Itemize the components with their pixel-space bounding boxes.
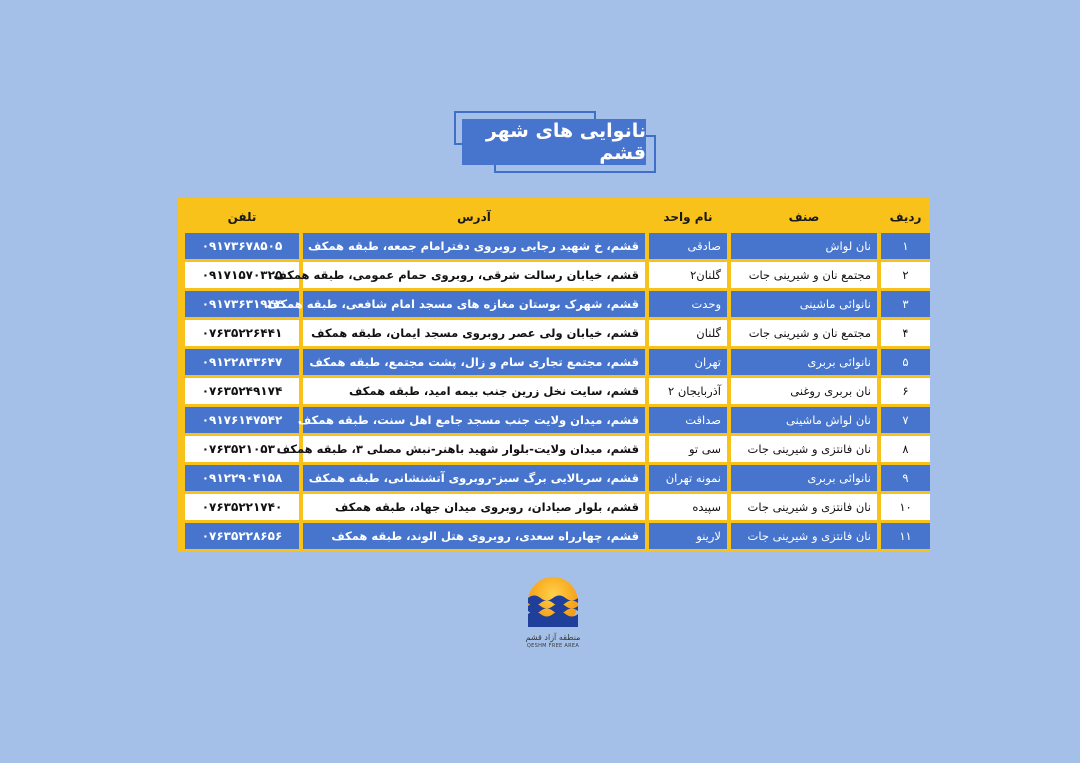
- cell-unit-name: سی تو: [649, 436, 727, 462]
- cell-type: نانوائی بربری: [731, 465, 877, 491]
- table-row: [185, 378, 930, 404]
- cell-address: قشم، میدان ولایت جنب مسجد جامع اهل سنت، طبقه همکف: [303, 407, 645, 433]
- table-row: [185, 349, 930, 375]
- cell-phone: ۰۹۱۷۶۱۴۷۵۴۲: [185, 407, 299, 433]
- cell-phone: ۰۹۱۷۳۶۳۱۹۴۴: [185, 291, 299, 317]
- cell-type: نانوائی بربری: [731, 349, 877, 375]
- cell-num: ۷: [881, 407, 930, 433]
- cell-phone: ۰۹۱۷۱۵۷۰۳۲۵: [185, 262, 299, 288]
- cell-address: قشم، سربالایی برگ سبز-روبروی آتشنشانی، طبقه همکف: [303, 465, 645, 491]
- cell-num: ۹: [881, 465, 930, 491]
- cell-num: ۴: [881, 320, 930, 346]
- table-row: [185, 465, 930, 491]
- cell-type: نانوائی ماشینی: [731, 291, 877, 317]
- cell-type: نان فانتزی و شیرینی جات: [731, 436, 877, 462]
- qeshm-free-area-logo: [515, 573, 591, 653]
- cell-address: قشم، خ شهید رجایی روبروی دفترامام جمعه، طبقه همکف: [303, 233, 645, 259]
- cell-phone: ۰۷۶۳۵۲۲۶۴۴۱: [185, 320, 299, 346]
- cell-phone: ۰۷۶۳۵۲۴۹۱۷۴: [185, 378, 299, 404]
- cell-unit-name: نمونه تهران: [649, 465, 727, 491]
- cell-address: قشم، شهرک بوستان مغازه های مسجد امام شافعی، طبقه همکف: [303, 291, 645, 317]
- cell-type: نان فانتزی و شیرینی جات: [731, 494, 877, 520]
- cell-unit-name: صادقی: [649, 233, 727, 259]
- cell-phone: ۰۷۶۳۵۲۲۸۶۵۶: [185, 523, 299, 549]
- cell-unit-name: لارینو: [649, 523, 727, 549]
- cell-address: قشم، بلوار صیادان، روبروی میدان جهاد، طبقه همکف: [303, 494, 645, 520]
- cell-num: ۸: [881, 436, 930, 462]
- table-row: [185, 262, 930, 288]
- logo-subtitle: QESHM FREE AREA: [526, 643, 580, 649]
- cell-num: ۱۰: [881, 494, 930, 520]
- header-type: صنف: [788, 210, 820, 224]
- cell-unit-name: گلنان۲: [649, 262, 727, 288]
- cell-phone: ۰۹۱۲۲۸۴۳۶۴۷: [185, 349, 299, 375]
- cell-type: مجتمع نان و شیرینی جات: [731, 320, 877, 346]
- table-row: [185, 436, 930, 462]
- header-phone: تلفن: [227, 210, 257, 224]
- cell-address: قشم، خیابان رسالت شرقی، روبروی حمام عمومی، طبقه همکف: [303, 262, 645, 288]
- cell-phone: ۰۷۶۳۵۲۲۱۷۴۰: [185, 494, 299, 520]
- cell-num: ۱: [881, 233, 930, 259]
- cell-address: قشم، خیابان ولی عصر روبروی مسجد ایمان، طبقه همکف: [303, 320, 645, 346]
- cell-unit-name: گلنان: [649, 320, 727, 346]
- bakery-table-frame: [178, 198, 930, 552]
- cell-address: قشم، چهارراه سعدی، روبروی هتل الوند، طبقه همکف: [303, 523, 645, 549]
- bakery-table: [181, 201, 934, 552]
- table-row: [185, 523, 930, 549]
- table-row: [185, 407, 930, 433]
- cell-address: قشم، میدان ولایت-بلوار شهید باهنر-نبش مصلی ۳، طبقه همکف: [303, 436, 645, 462]
- header-num: ردیف: [889, 210, 922, 224]
- cell-type: نان لواش ماشینی: [731, 407, 877, 433]
- cell-num: ۵: [881, 349, 930, 375]
- table-row: [185, 291, 930, 317]
- cell-type: نان بربری روغنی: [731, 378, 877, 404]
- header-address: آدرس: [457, 210, 491, 224]
- cell-unit-name: تهران: [649, 349, 727, 375]
- table-row: [185, 320, 930, 346]
- cell-phone: ۰۹۱۲۲۹۰۴۱۵۸: [185, 465, 299, 491]
- cell-address: قشم، مجتمع تجاری سام و زال، پشت مجتمع، طبقه همکف: [303, 349, 645, 375]
- cell-num: ۳: [881, 291, 930, 317]
- cell-unit-name: صداقت: [649, 407, 727, 433]
- cell-unit-name: سپیده: [649, 494, 727, 520]
- cell-phone: ۰۷۶۳۵۲۱۰۵۳۰: [185, 436, 299, 462]
- cell-num: ۲: [881, 262, 930, 288]
- header-name: نام واحد: [663, 210, 713, 224]
- cell-type: نان فانتزی و شیرینی جات: [731, 523, 877, 549]
- cell-unit-name: وحدت: [649, 291, 727, 317]
- cell-address: قشم، سایت نخل زرین جنب بیمه امید، طبقه همکف: [303, 378, 645, 404]
- logo-name: منطقه آزاد قشم: [525, 633, 581, 642]
- table-header-row: [185, 204, 930, 230]
- cell-num: ۶: [881, 378, 930, 404]
- cell-unit-name: آذربایجان ۲: [649, 378, 727, 404]
- table-row: [185, 494, 930, 520]
- page-title: نانوایی های شهر قشم: [462, 119, 646, 165]
- table-row: [185, 233, 930, 259]
- cell-phone: ۰۹۱۷۳۶۷۸۵۰۵: [185, 233, 299, 259]
- cell-num: ۱۱: [881, 523, 930, 549]
- title-block: [454, 111, 658, 175]
- cell-type: نان لواش: [731, 233, 877, 259]
- cell-type: مجتمع نان و شیرینی جات: [731, 262, 877, 288]
- qeshm-free-area-logo-icon: [528, 577, 578, 627]
